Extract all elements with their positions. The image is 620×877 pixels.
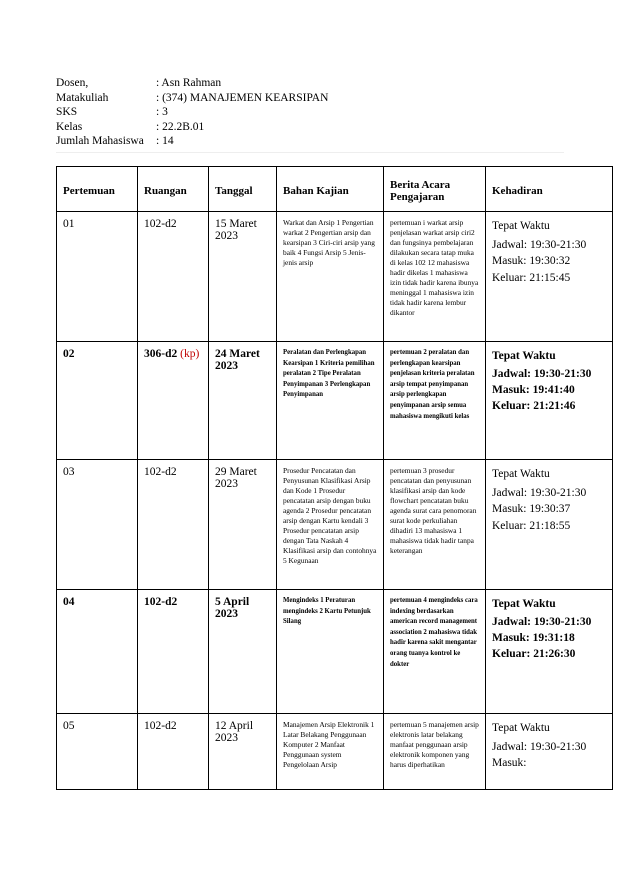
info-row-sks xyxy=(56,105,328,120)
table-row xyxy=(57,460,613,590)
header-tanggal: Tanggal xyxy=(209,167,277,212)
status-text: Tepat Waktu xyxy=(492,722,550,734)
cell-berita-acara: pertemuan 3 prosedur pencatatan dan penyusunan klasifikasi arsip dan kode flowchart pencatatan buku agenda surat cara penomoran surat kode perkuliahan dihadiri 13 mahasiswa 1 mahasiswa tidak hadir tanpa keterangan xyxy=(384,460,486,590)
cell-tanggal: 15 Maret 2023 xyxy=(209,212,277,342)
cell-kehadiran xyxy=(486,590,613,714)
header-ruangan: Ruangan xyxy=(138,167,209,212)
status-text: Tepat Waktu xyxy=(492,468,550,480)
info-label: Matakuliah xyxy=(56,91,109,104)
cell-kehadiran xyxy=(486,342,613,460)
keluar-text: Keluar: 21:21:46 xyxy=(492,400,576,412)
info-value: : 3 xyxy=(156,106,168,119)
info-value: : (374) MANAJEMEN KEARSIPAN xyxy=(156,91,329,104)
ruangan-value: 102-d2 xyxy=(144,218,177,230)
header-bahan-kajian: Bahan Kajian xyxy=(277,167,384,212)
status-text: Tepat Waktu xyxy=(492,598,556,610)
cell-pertemuan: 02 xyxy=(57,342,138,460)
ruangan-value: 102-d2 xyxy=(144,596,178,608)
info-label: Dosen, xyxy=(56,77,89,89)
ruangan-value: 306-d2 xyxy=(144,348,178,360)
jadwal-text: Jadwal: 19:30-21:30 xyxy=(492,740,587,753)
attendance-table xyxy=(56,166,613,790)
info-row-kelas xyxy=(56,120,328,135)
cell-kehadiran xyxy=(486,714,613,790)
cell-pertemuan: 04 xyxy=(57,590,138,714)
cell-ruangan xyxy=(138,590,209,714)
cell-bahan-kajian: Prosedur Pencatatan dan Penyusunan Klasifikasi Arsip dan Kode 1 Prosedur pencatatan arsip dengan buku agenda 2 Prosedur pencatatan arsip dengan Kartu kendali 3 Prosedur pencatatan arsip dengan Tata Naskah 4 Klasifikasi arsip dan contohnya 5 Kegunaan xyxy=(277,460,384,590)
cell-pertemuan: 03 xyxy=(57,460,138,590)
cell-berita-acara: pertemuan 5 manajemen arsip elektronis latar belakang manfaat penggunaan arsip elektronik komponen yang harus diperhatikan xyxy=(384,714,486,790)
cell-ruangan xyxy=(138,460,209,590)
info-value: : 22.2B.01 xyxy=(156,120,205,133)
masuk-text: Masuk: 19:30:32 xyxy=(492,255,571,267)
info-value: : Asn Rahman xyxy=(156,77,222,89)
masuk-text: Masuk: 19:41:40 xyxy=(492,384,575,396)
cell-bahan-kajian: Mengindeks 1 Peraturan mengindeks 2 Kartu Petunjuk Silang xyxy=(277,590,384,714)
course-info xyxy=(56,76,328,149)
cell-ruangan xyxy=(138,714,209,790)
info-label: Jumlah Mahasiswa xyxy=(56,135,144,148)
info-row-jumlah-mahasiswa xyxy=(56,134,328,149)
status-text: Tepat Waktu xyxy=(492,220,550,232)
cell-tanggal: 5 April 2023 xyxy=(209,590,277,714)
cell-ruangan xyxy=(138,342,209,460)
info-row-matakuliah xyxy=(56,91,328,106)
table-header-row xyxy=(57,167,613,212)
masuk-text: Masuk: 19:31:18 xyxy=(492,632,575,644)
ruangan-value: 102-d2 xyxy=(144,720,177,732)
cell-bahan-kajian: Peralatan dan Perlengkapan Kearsipan 1 Kriteria pemilihan peralatan 2 Tipe Peralatan Penyimpanan 3 Perlengkapan Penyimpanan xyxy=(277,342,384,460)
jadwal-text: Jadwal: 19:30-21:30 xyxy=(492,486,587,499)
divider xyxy=(56,152,564,153)
info-label: SKS xyxy=(56,106,78,119)
cell-tanggal: 12 April 2023 xyxy=(209,714,277,790)
info-value: : 14 xyxy=(156,135,174,148)
masuk-text: Masuk: 19:30:37 xyxy=(492,503,571,515)
cell-kehadiran xyxy=(486,460,613,590)
masuk-text: Masuk: xyxy=(492,757,527,769)
table-row xyxy=(57,342,613,460)
header-pertemuan: Pertemuan xyxy=(57,167,138,212)
header-berita-acara: Berita Acara Pengajaran xyxy=(384,167,486,212)
cell-berita-acara: pertemuan 4 mengindeks cara indexing berdasarkan american record management association 2 mahasiswa tidak hadir karena sakit mengantar orang tuanya kontrol ke dokter xyxy=(384,590,486,714)
cell-tanggal: 29 Maret 2023 xyxy=(209,460,277,590)
cell-bahan-kajian: Manajemen Arsip Elektronik 1 Latar Belakang Penggunaan Komputer 2 Manfaat Penggunaan system Pengelolaan Arsip xyxy=(277,714,384,790)
cell-bahan-kajian: Warkat dan Arsip 1 Pengertian warkat 2 Pengertian arsip dan kearsipan 3 Ciri-ciri arsip yang baik 4 Fungsi Arsip 5 Jenis-jenis arsip xyxy=(277,212,384,342)
jadwal-text: Jadwal: 19:30-21:30 xyxy=(492,368,592,380)
cell-kehadiran xyxy=(486,212,613,342)
keluar-text: Keluar: 21:15:45 xyxy=(492,271,571,284)
ruangan-note: (kp) xyxy=(180,348,200,360)
table-row xyxy=(57,714,613,790)
status-text: Tepat Waktu xyxy=(492,350,556,362)
info-label: Kelas xyxy=(56,120,83,133)
jadwal-text: Jadwal: 19:30-21:30 xyxy=(492,616,592,628)
cell-pertemuan: 05 xyxy=(57,714,138,790)
table-row xyxy=(57,212,613,342)
cell-berita-acara: pertemuan i warkat arsip penjelasan warkat arsip ciri2 dan fungsinya pembelajaran dilakukan secara tatap muka di kelas 102 12 mahasiswa hadir dikelas 1 mahasiswa izin tidak hadir karena ibunya meninggal 1 mahasiswa izin tidak hadir karena lembur dikantor xyxy=(384,212,486,342)
header-kehadiran: Kehadiran xyxy=(486,167,613,212)
keluar-text: Keluar: 21:18:55 xyxy=(492,519,571,532)
cell-berita-acara: pertemuan 2 peralatan dan perlengkapan kearsipan penjelasan kriteria peralatan arsip tempat penyimpanan arsip perlengkapan penyimpanan arsip semua mahasiswa mengikuti kelas xyxy=(384,342,486,460)
keluar-text: Keluar: 21:26:30 xyxy=(492,648,576,660)
cell-tanggal: 24 Maret 2023 xyxy=(209,342,277,460)
cell-ruangan xyxy=(138,212,209,342)
jadwal-text: Jadwal: 19:30-21:30 xyxy=(492,238,587,251)
ruangan-value: 102-d2 xyxy=(144,466,177,478)
cell-pertemuan: 01 xyxy=(57,212,138,342)
info-row-dosen xyxy=(56,76,328,91)
table-row xyxy=(57,590,613,714)
